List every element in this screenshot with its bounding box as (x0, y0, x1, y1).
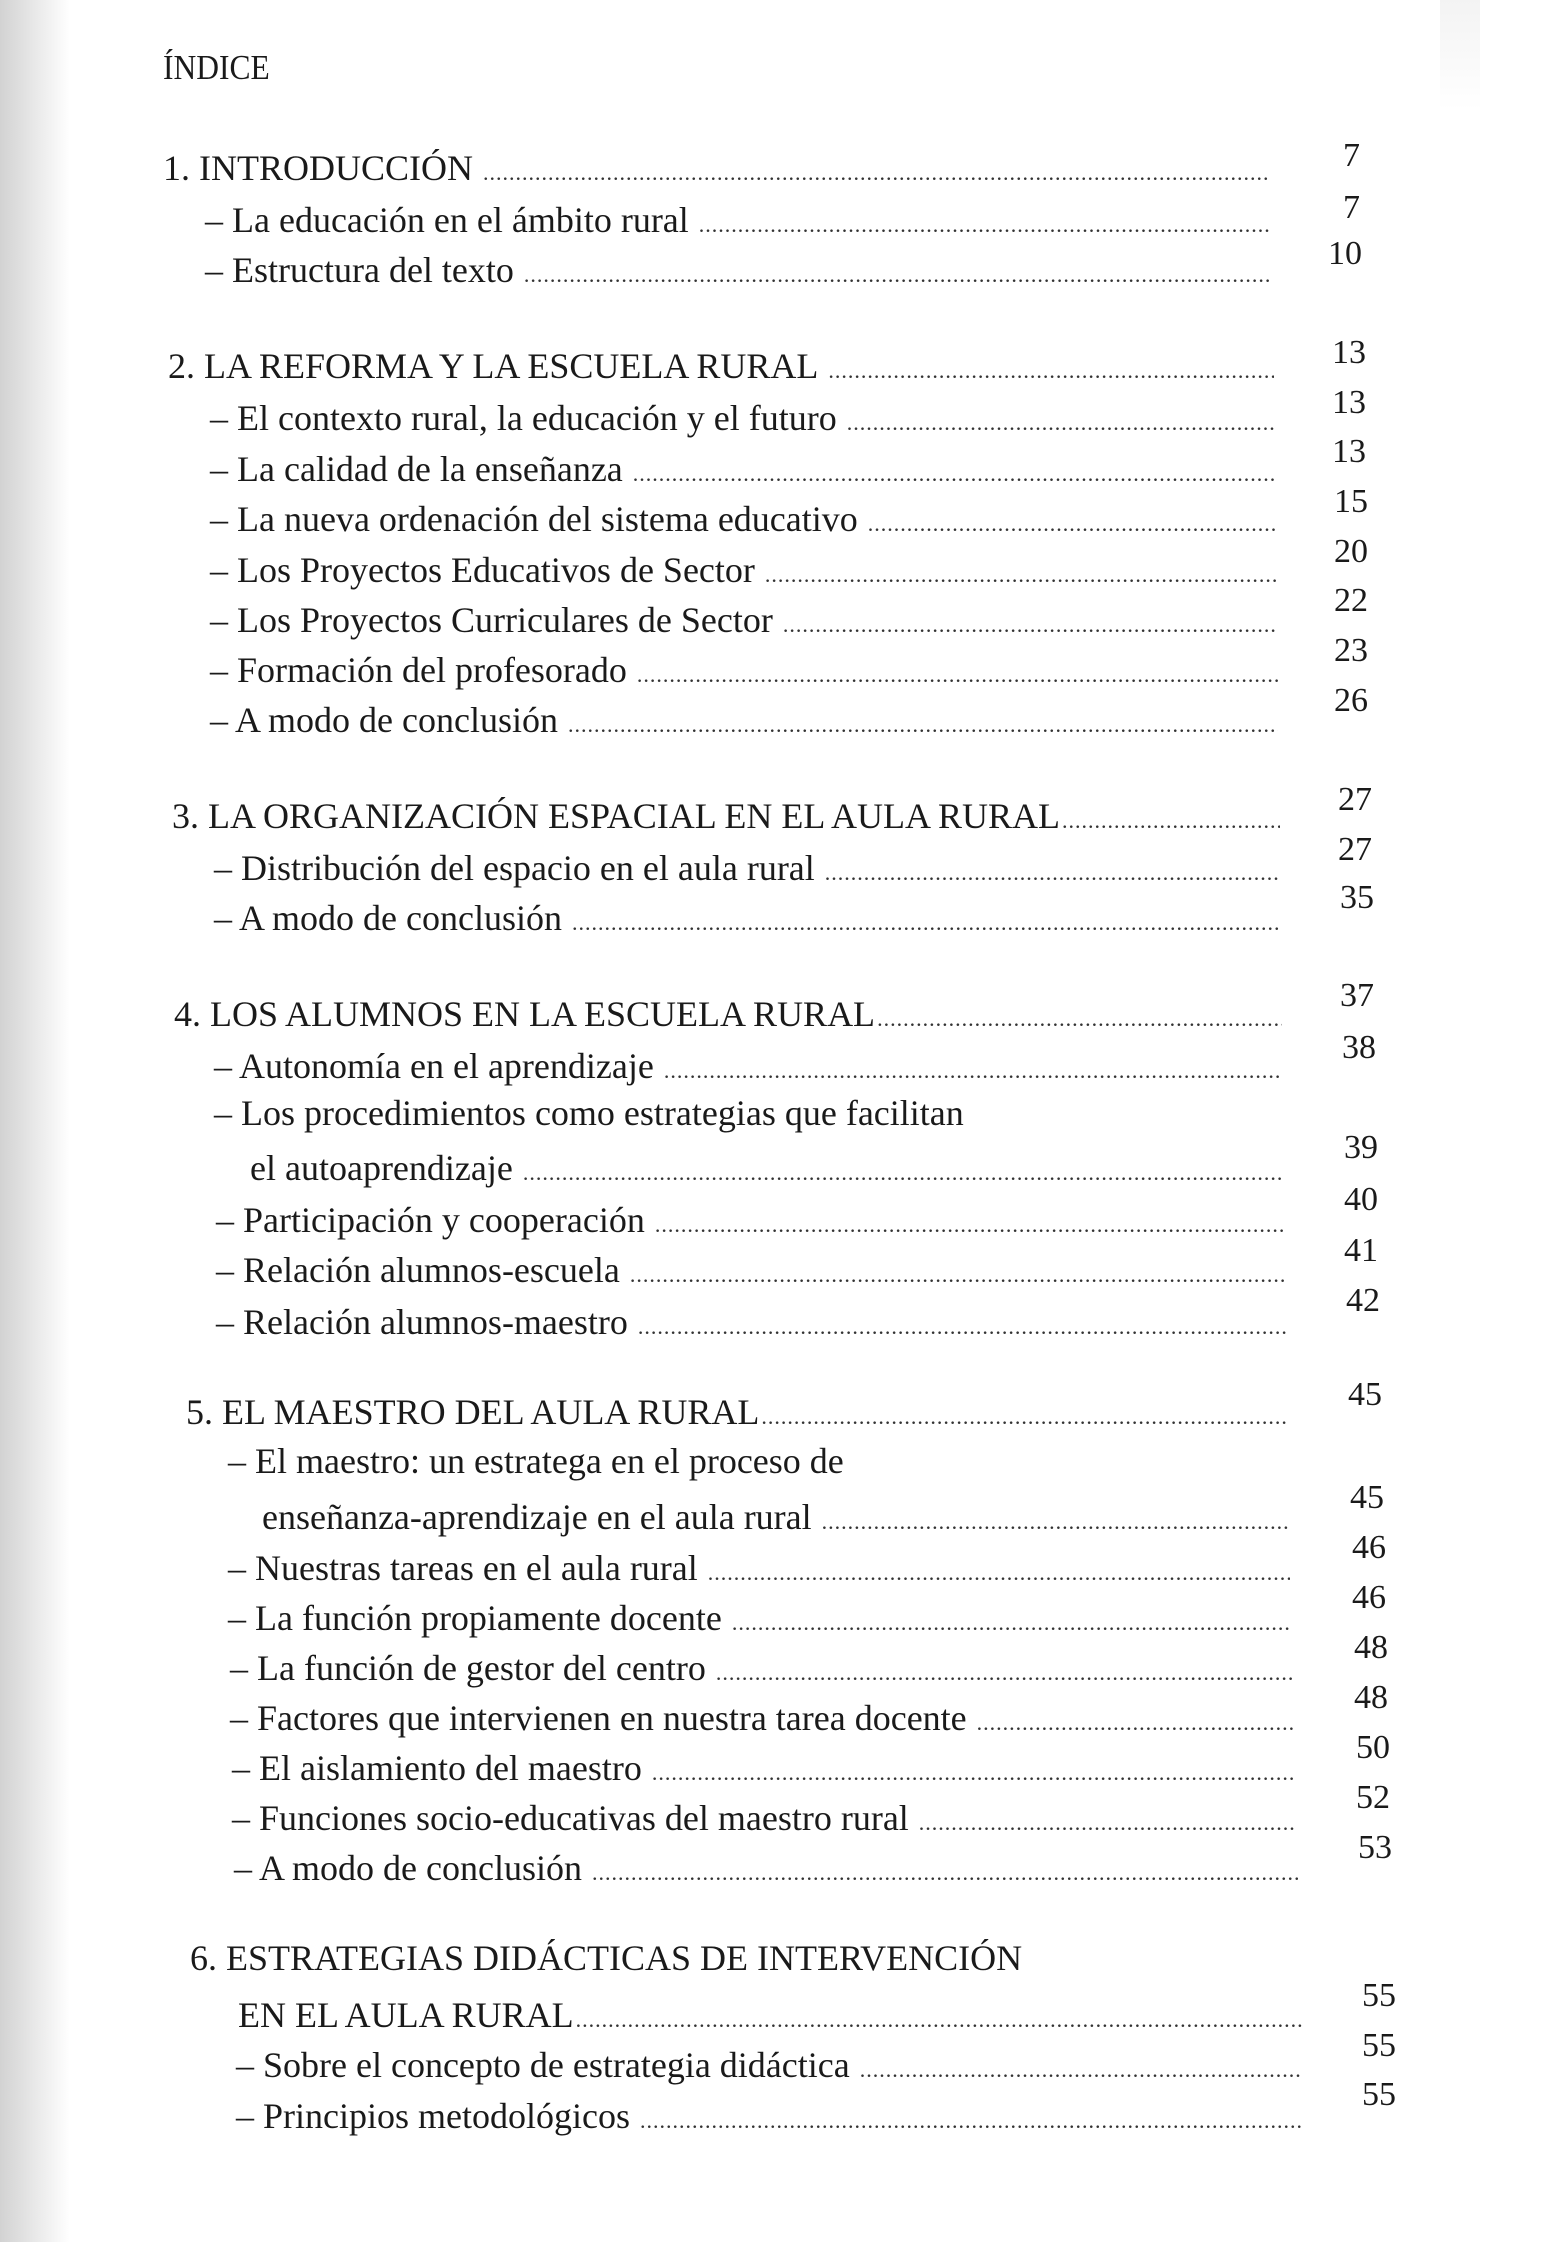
dot-leader (877, 1008, 1282, 1030)
toc-section[interactable] (236, 2096, 1302, 2136)
toc-page-number: 27 (1338, 781, 1372, 818)
toc-entry-label: – Funciones socio-educativas del maestro rural (232, 1798, 909, 1838)
toc-entry-label: – Los Proyectos Educativos de Sector (210, 550, 755, 590)
toc-entry-label: – La educación en el ámbito rural (205, 200, 689, 240)
page-title: ÍNDICE (163, 48, 270, 87)
toc-section[interactable] (214, 898, 1280, 938)
dot-leader (638, 1316, 1286, 1338)
toc-entry-label: 3. LA ORGANIZACIÓN ESPACIAL EN EL AULA RURAL (172, 796, 1061, 836)
toc-page-number: 45 (1348, 1376, 1382, 1413)
dot-leader (568, 714, 1278, 736)
toc-section[interactable] (210, 600, 1278, 640)
toc-section[interactable] (230, 1648, 1294, 1688)
toc-entry-label: – La calidad de la enseñanza (210, 449, 623, 489)
toc-page-number: 53 (1358, 1829, 1392, 1866)
toc-entry-label: 5. EL MAESTRO DEL AULA RURAL (186, 1392, 760, 1432)
toc-page-number: 39 (1344, 1129, 1378, 1166)
toc-chapter-4[interactable] (174, 994, 1282, 1034)
toc-entry-label: – A modo de conclusión (214, 898, 562, 938)
dot-leader (637, 664, 1278, 686)
toc-chapter-3[interactable] (172, 796, 1280, 836)
toc-section[interactable] (228, 1548, 1290, 1588)
toc-page-number: 7 (1343, 189, 1360, 226)
toc-page-number: 22 (1334, 582, 1368, 619)
dot-leader (847, 412, 1276, 434)
dot-leader (664, 1060, 1282, 1082)
toc-entry-label: – Los Proyectos Curriculares de Sector (210, 600, 773, 640)
toc-entry-label: – Nuestras tareas en el aula rural (228, 1548, 698, 1588)
toc-section-continuation[interactable] (250, 1148, 1284, 1188)
toc-entry-label: – Distribución del espacio en el aula rural (214, 848, 815, 888)
toc-entry-label: el autoaprendizaje (250, 1148, 513, 1188)
toc-entry-label: – Factores que intervienen en nuestra tarea docente (230, 1698, 967, 1738)
toc-entry-label: – A modo de conclusión (210, 700, 558, 740)
toc-section-continuation[interactable] (262, 1497, 1290, 1537)
toc-entry-label: – Participación y cooperación (216, 1200, 645, 1240)
toc-page-number: 13 (1332, 384, 1366, 421)
toc-entry-label: – La nueva ordenación del sistema educativo (210, 499, 858, 539)
toc-entry-label: – El contexto rural, la educación y el futuro (210, 398, 837, 438)
toc-page-number: 35 (1340, 879, 1374, 916)
dot-leader (652, 1762, 1296, 1784)
dot-leader (765, 564, 1278, 586)
toc-section[interactable] (210, 650, 1278, 690)
toc-entry-label: – Formación del profesorado (210, 650, 627, 690)
toc-section[interactable] (216, 1200, 1284, 1240)
dot-leader (761, 1406, 1288, 1428)
toc-page-number: 20 (1334, 533, 1368, 570)
toc-page-number: 55 (1362, 1977, 1396, 2014)
toc-section[interactable] (216, 1302, 1286, 1342)
toc-section[interactable] (210, 700, 1278, 740)
toc-chapter-6-continuation[interactable] (238, 1995, 1302, 2035)
toc-chapter-2[interactable] (168, 346, 1274, 386)
toc-section-line-1[interactable]: – Los procedimientos como estrategias que facilitan (214, 1093, 964, 1133)
toc-entry-label: – Relación alumnos-escuela (216, 1250, 620, 1290)
toc-section-line-1[interactable]: – El maestro: un estratega en el proceso de (228, 1441, 844, 1481)
toc-entry-label: – La función propiamente docente (228, 1598, 722, 1638)
toc-entry-label: – Autonomía en el aprendizaje (214, 1046, 654, 1086)
dot-leader (919, 1812, 1296, 1834)
toc-page-number: 10 (1328, 235, 1362, 272)
toc-page-number: 50 (1356, 1729, 1390, 1766)
toc-section[interactable] (205, 200, 1269, 240)
toc-entry-label: EN EL AULA RURAL (238, 1995, 574, 2035)
dot-leader (630, 1264, 1284, 1286)
toc-entry-label: – Estructura del texto (205, 250, 514, 290)
toc-entry-label: – La función de gestor del centro (230, 1648, 706, 1688)
toc-entry-label: – El aislamiento del maestro (232, 1748, 642, 1788)
toc-page-number: 38 (1342, 1029, 1376, 1066)
dot-leader (523, 1162, 1284, 1184)
toc-chapter-6-line-1[interactable]: 6. ESTRATEGIAS DIDÁCTICAS DE INTERVENCIÓN (190, 1938, 1023, 1978)
toc-entry-label: – Principios metodológicos (236, 2096, 630, 2136)
toc-page-number: 45 (1350, 1479, 1384, 1516)
toc-entry-label: enseñanza-aprendizaje en el aula rural (262, 1497, 812, 1537)
toc-section[interactable] (210, 398, 1276, 438)
toc-page-number: 55 (1362, 2076, 1396, 2113)
toc-section[interactable] (216, 1250, 1284, 1290)
toc-page-number: 48 (1354, 1679, 1388, 1716)
toc-section[interactable] (230, 1698, 1294, 1738)
toc-section[interactable] (210, 449, 1276, 489)
dot-leader (1062, 810, 1280, 832)
toc-page-number: 46 (1352, 1579, 1386, 1616)
toc-section[interactable] (232, 1798, 1296, 1838)
dot-leader (732, 1612, 1292, 1634)
toc-page-number: 15 (1334, 483, 1368, 520)
dot-leader (716, 1662, 1294, 1684)
toc-entry-label: – Relación alumnos-maestro (216, 1302, 628, 1342)
toc-page-number: 26 (1334, 682, 1368, 719)
toc-entry-label: – Sobre el concepto de estrategia didáctica (236, 2045, 850, 2085)
dot-leader (977, 1712, 1294, 1734)
toc-section[interactable] (214, 848, 1280, 888)
toc-entry-label: 2. LA REFORMA Y LA ESCUELA RURAL (168, 346, 819, 386)
dot-leader (708, 1562, 1290, 1584)
toc-page-number: 52 (1356, 1779, 1390, 1816)
dot-leader (825, 862, 1280, 884)
toc-section[interactable] (236, 2045, 1302, 2085)
toc-page-number: 46 (1352, 1529, 1386, 1566)
toc-page-number: 37 (1340, 977, 1374, 1014)
toc-page-number: 55 (1362, 2027, 1396, 2064)
dot-leader (783, 614, 1278, 636)
dot-leader (576, 2009, 1302, 2031)
toc-section[interactable] (228, 1598, 1292, 1638)
dot-leader (633, 463, 1276, 485)
toc-section[interactable] (232, 1748, 1296, 1788)
dot-leader (699, 214, 1269, 236)
toc-page-number: 40 (1344, 1181, 1378, 1218)
toc-chapter-1[interactable] (163, 148, 1269, 188)
dot-leader (828, 360, 1274, 382)
toc-page-number: 13 (1332, 433, 1366, 470)
toc-page-number: 27 (1338, 831, 1372, 868)
toc-page-number: 7 (1343, 137, 1360, 174)
toc-entry-label: 4. LOS ALUMNOS EN LA ESCUELA RURAL (174, 994, 876, 1034)
toc-page-number: 48 (1354, 1629, 1388, 1666)
dot-leader (655, 1214, 1284, 1236)
toc-page-number: 13 (1332, 334, 1366, 371)
toc-entry-label: – A modo de conclusión (234, 1848, 582, 1888)
dot-leader (572, 912, 1280, 934)
dot-leader (868, 513, 1278, 535)
dot-leader (640, 2110, 1302, 2132)
toc-section[interactable] (210, 550, 1278, 590)
dot-leader (822, 1511, 1290, 1533)
toc-section[interactable] (214, 1046, 1282, 1086)
toc-section[interactable] (210, 499, 1278, 539)
dot-leader (524, 264, 1271, 286)
dot-leader (483, 162, 1269, 184)
toc-page-number: 42 (1346, 1282, 1380, 1319)
toc-section[interactable] (234, 1848, 1298, 1888)
dot-leader (592, 1862, 1298, 1884)
dot-leader (860, 2059, 1302, 2081)
toc-section[interactable] (205, 250, 1271, 290)
toc-entry-label: 1. INTRODUCCIÓN (163, 148, 473, 188)
toc-page-number: 41 (1344, 1232, 1378, 1269)
toc-chapter-5[interactable] (186, 1392, 1288, 1432)
toc-page-number: 23 (1334, 632, 1368, 669)
